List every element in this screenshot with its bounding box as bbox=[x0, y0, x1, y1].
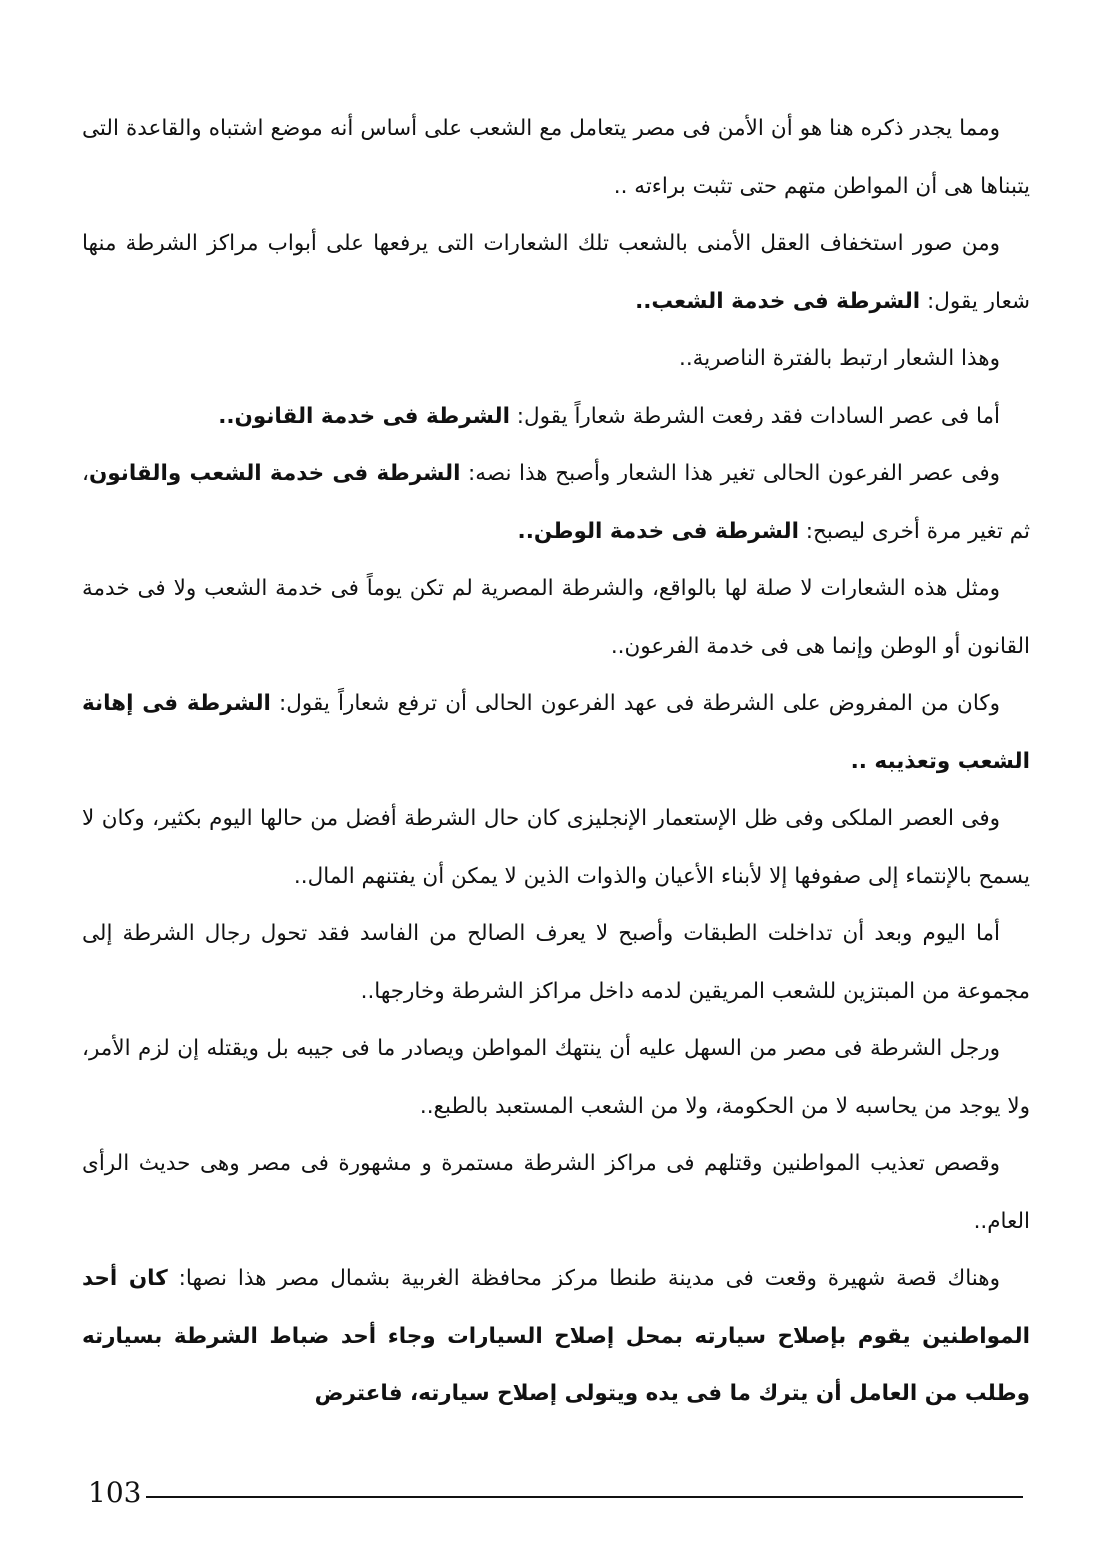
footer-rule bbox=[146, 1496, 1023, 1498]
bold-text-segment: كان أحد المواطنين يقوم بإصلاح سيارته بمحل إصلاح السيارات وجاء أحد ضباط الشرطة بسيارته وطلب من العامل أن يترك ما فى يده ويتولى إصلاح سيارته، فاعترض bbox=[82, 1266, 1030, 1406]
paragraph bbox=[82, 675, 1030, 790]
bold-text-segment: الشرطة فى خدمة الشعب.. bbox=[635, 288, 921, 314]
text-segment: أما فى عصر السادات فقد رفعت الشرطة شعاراً يقول: bbox=[509, 403, 1000, 429]
text-segment: وهذا الشعار ارتبط بالفترة الناصرية.. bbox=[679, 346, 1000, 371]
text-segment: وفى عصر الفرعون الحالى تغير هذا الشعار وأصبح هذا نصه: bbox=[460, 461, 1000, 486]
paragraph bbox=[82, 1135, 1030, 1250]
text-segment: ومثل هذه الشعارات لا صلة لها بالواقع، والشرطة المصرية لم تكن يوماً فى خدمة الشعب ولا فى خدمة القانون أو الوطن وإنما هى فى خدمة الفرعون.. bbox=[82, 576, 1030, 659]
text-segment: وقصص تعذيب المواطنين وقتلهم فى مراكز الشرطة مستمرة و مشهورة فى مصر وهى حديث الرأى العام.. bbox=[82, 1151, 1030, 1234]
paragraph bbox=[82, 445, 1030, 560]
body-text bbox=[82, 100, 1030, 1423]
paragraph bbox=[82, 100, 1030, 215]
text-segment: ورجل الشرطة فى مصر من السهل عليه أن ينتهك المواطن ويصادر ما فى جيبه بل ويقتله إن لزم الأمر، ولا يوجد من يحاسبه لا من الحكومة، ولا من الشعب المستعبد بالطبع.. bbox=[82, 1036, 1030, 1119]
text-segment: أما اليوم وبعد أن تداخلت الطبقات وأصبح لا يعرف الصالح من الفاسد فقد تحول رجال الشرطة إلى مجموعة من المبتزين للشعب المريقين لدمه داخل مراكز الشرطة وخارجها.. bbox=[82, 921, 1030, 1004]
paragraph bbox=[82, 1250, 1030, 1423]
text-segment: ومن صور استخفاف العقل الأمنى بالشعب تلك الشعارات التى يرفعها على أبواب مراكز الشرطة منها شعار يقول: bbox=[82, 231, 1030, 314]
bold-text-segment: الشرطة فى خدمة القانون.. bbox=[218, 403, 510, 429]
page-footer bbox=[88, 1478, 1023, 1508]
paragraph bbox=[82, 1020, 1030, 1135]
bold-text-segment: الشرطة فى إهانة الشعب وتعذيبه .. bbox=[82, 691, 1030, 774]
paragraph bbox=[82, 330, 1030, 388]
text-segment: وفى العصر الملكى وفى ظل الإستعمار الإنجليزى كان حال الشرطة أفضل من حالها اليوم بكثير، وكان لا يسمح بالإنتماء إلى صفوفها إلا لأبناء الأعيان والذوات الذين لا يمكن أن يفتنهم المال.. bbox=[82, 806, 1030, 889]
bold-text-segment: الشرطة فى خدمة الوطن.. bbox=[517, 518, 799, 544]
paragraph bbox=[82, 905, 1030, 1020]
bold-text-segment: الشرطة فى خدمة الشعب والقانون bbox=[88, 461, 461, 486]
text-segment: وهناك قصة شهيرة وقعت فى مدينة طنطا مركز محافظة الغربية بشمال مصر هذا نصها: bbox=[167, 1266, 1000, 1291]
page-number: 103 bbox=[88, 1476, 142, 1509]
text-segment: ومما يجدر ذكره هنا هو أن الأمن فى مصر يتعامل مع الشعب على أساس أنه موضع اشتباه والقاعدة التى يتبناها هى أن المواطن متهم حتى تثبت براءته .. bbox=[82, 116, 1030, 199]
text-segment: ، ثم تغير مرة أخرى ليصبح: bbox=[82, 461, 1030, 544]
paragraph bbox=[82, 560, 1030, 675]
paragraph bbox=[82, 215, 1030, 330]
paragraph bbox=[82, 388, 1030, 446]
paragraph bbox=[82, 790, 1030, 905]
text-segment: وكان من المفروض على الشرطة فى عهد الفرعون الحالى أن ترفع شعاراً يقول: bbox=[270, 691, 1000, 716]
